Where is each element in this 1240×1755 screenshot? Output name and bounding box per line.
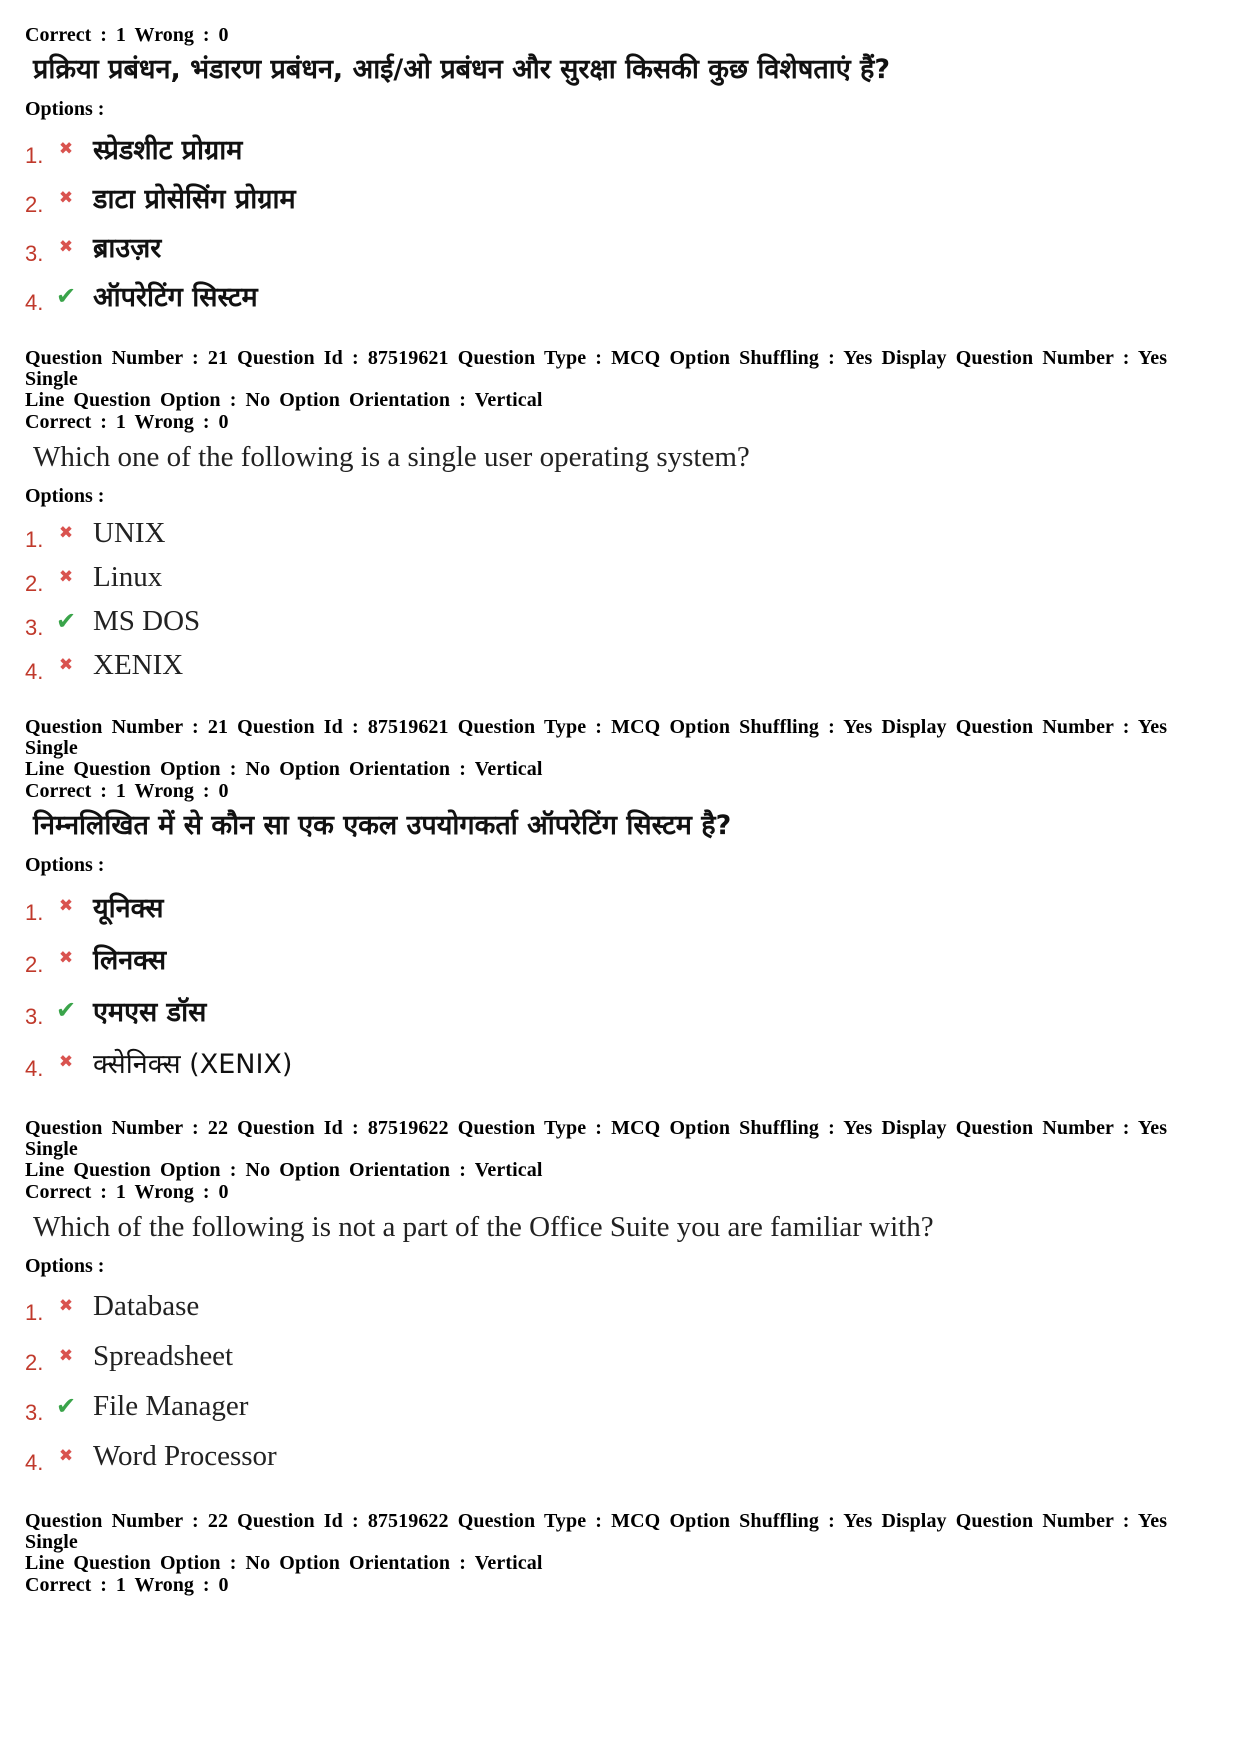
question-meta: Question Number : 22 Question Id : 87519622 Question Type : MCQ Option Shuffling : Yes Display Question Number : Yes Single (25, 1117, 1168, 1160)
option-text: File Manager (93, 1389, 249, 1422)
cross-icon: ✖ (58, 896, 74, 916)
check-icon: ✔ (55, 281, 77, 310)
question-block (25, 24, 1220, 320)
score-line: Correct : 1 Wrong : 0 (25, 1181, 229, 1203)
check-icon: ✔ (55, 1392, 77, 1420)
option-text: MS DOS (93, 604, 201, 637)
option-text: Database (93, 1289, 200, 1322)
option-text: Spreadsheet (93, 1339, 234, 1372)
option-number: 4. (25, 659, 44, 684)
option-item (25, 1431, 1220, 1481)
option-item (25, 124, 1220, 173)
cross-icon: ✖ (58, 655, 74, 675)
question-text: Which of the following is not a part of the Office Suite you are familiar with? (33, 1211, 934, 1243)
option-item (25, 984, 1220, 1036)
check-icon: ✔ (55, 996, 77, 1024)
option-text: डाटा प्रोसेसिंग प्रोग्राम (93, 184, 296, 215)
cross-icon: ✖ (58, 187, 74, 208)
option-text: XENIX (93, 648, 184, 681)
cross-icon: ✖ (58, 1346, 74, 1366)
option-item (25, 932, 1220, 984)
option-number: 3. (25, 240, 44, 266)
option-text: यूनिक्स (93, 892, 164, 924)
option-item (25, 173, 1220, 222)
option-text: Linux (93, 560, 163, 593)
question-paper (25, 24, 1220, 1596)
question-meta: Question Number : 21 Question Id : 87519621 Question Type : MCQ Option Shuffling : Yes Display Question Number : Yes Single (25, 716, 1168, 759)
cross-icon: ✖ (58, 236, 74, 257)
check-icon: ✔ (55, 607, 77, 635)
score-line: Correct : 1 Wrong : 0 (25, 1574, 229, 1596)
question-block (25, 717, 1220, 1088)
option-number: 1. (25, 900, 44, 925)
option-number: 2. (25, 191, 44, 217)
score-line: Correct : 1 Wrong : 0 (25, 780, 229, 802)
option-number: 1. (25, 142, 44, 168)
score-line: Correct : 1 Wrong : 0 (25, 24, 229, 46)
option-text: एमएस डॉस (93, 996, 207, 1028)
question-meta: Question Number : 22 Question Id : 87519622 Question Type : MCQ Option Shuffling : Yes Display Question Number : Yes Single (25, 1510, 1168, 1553)
option-item (25, 222, 1220, 271)
question-meta: Question Number : 21 Question Id : 87519621 Question Type : MCQ Option Shuffling : Yes Display Question Number : Yes Single (25, 347, 1168, 390)
options-label: Options : (25, 854, 105, 876)
cross-icon: ✖ (58, 948, 74, 968)
option-item (25, 511, 1220, 555)
cross-icon: ✖ (58, 1446, 74, 1466)
option-text: लिनक्स (93, 944, 167, 976)
question-text: निम्नलिखित में से कौन सा एक एकल उपयोगकर्ता ऑपरेटिंग सिस्टम है? (33, 810, 732, 841)
options-label: Options : (25, 98, 105, 120)
option-number: 2. (25, 571, 44, 596)
option-item (25, 1036, 1220, 1088)
option-text: Word Processor (93, 1439, 277, 1472)
question-block (25, 1511, 1220, 1596)
option-number: 3. (25, 1004, 44, 1029)
question-block (25, 348, 1220, 687)
option-number: 4. (25, 1450, 44, 1475)
question-meta: Line Question Option : No Option Orientation : Vertical (25, 758, 543, 780)
options-label: Options : (25, 485, 105, 507)
option-text: ऑपरेटिंग सिस्टम (93, 282, 258, 313)
option-item (25, 1331, 1220, 1381)
option-text: ब्राउज़र (93, 233, 162, 264)
cross-icon: ✖ (58, 138, 74, 159)
cross-icon: ✖ (58, 523, 74, 543)
option-item (25, 599, 1220, 643)
option-item (25, 880, 1220, 932)
option-item (25, 555, 1220, 599)
option-number: 2. (25, 952, 44, 977)
question-block (25, 1118, 1220, 1481)
option-text: UNIX (93, 516, 166, 549)
question-meta: Line Question Option : No Option Orientation : Vertical (25, 389, 543, 411)
option-number: 3. (25, 1400, 44, 1425)
question-text: प्रक्रिया प्रबंधन, भंडारण प्रबंधन, आई/ओ प्रबंधन और सुरक्षा किसकी कुछ विशेषताएं हैं? (33, 54, 891, 85)
option-number: 3. (25, 615, 44, 640)
option-text: क्सेनिक्स (XENIX) (93, 1048, 293, 1080)
option-item (25, 643, 1220, 687)
option-item (25, 1381, 1220, 1431)
question-text: Which one of the following is a single user operating system? (33, 441, 750, 473)
option-number: 1. (25, 527, 44, 552)
question-meta: Line Question Option : No Option Orientation : Vertical (25, 1159, 543, 1181)
option-number: 1. (25, 1300, 44, 1325)
option-item (25, 271, 1220, 320)
option-item (25, 1281, 1220, 1331)
cross-icon: ✖ (58, 1296, 74, 1316)
score-line: Correct : 1 Wrong : 0 (25, 411, 229, 433)
option-number: 4. (25, 289, 44, 315)
option-number: 2. (25, 1350, 44, 1375)
cross-icon: ✖ (58, 567, 74, 587)
question-meta: Line Question Option : No Option Orientation : Vertical (25, 1552, 543, 1574)
option-text: स्प्रेडशीट प्रोग्राम (93, 135, 243, 166)
option-number: 4. (25, 1056, 44, 1081)
options-label: Options : (25, 1255, 105, 1277)
cross-icon: ✖ (58, 1052, 74, 1072)
